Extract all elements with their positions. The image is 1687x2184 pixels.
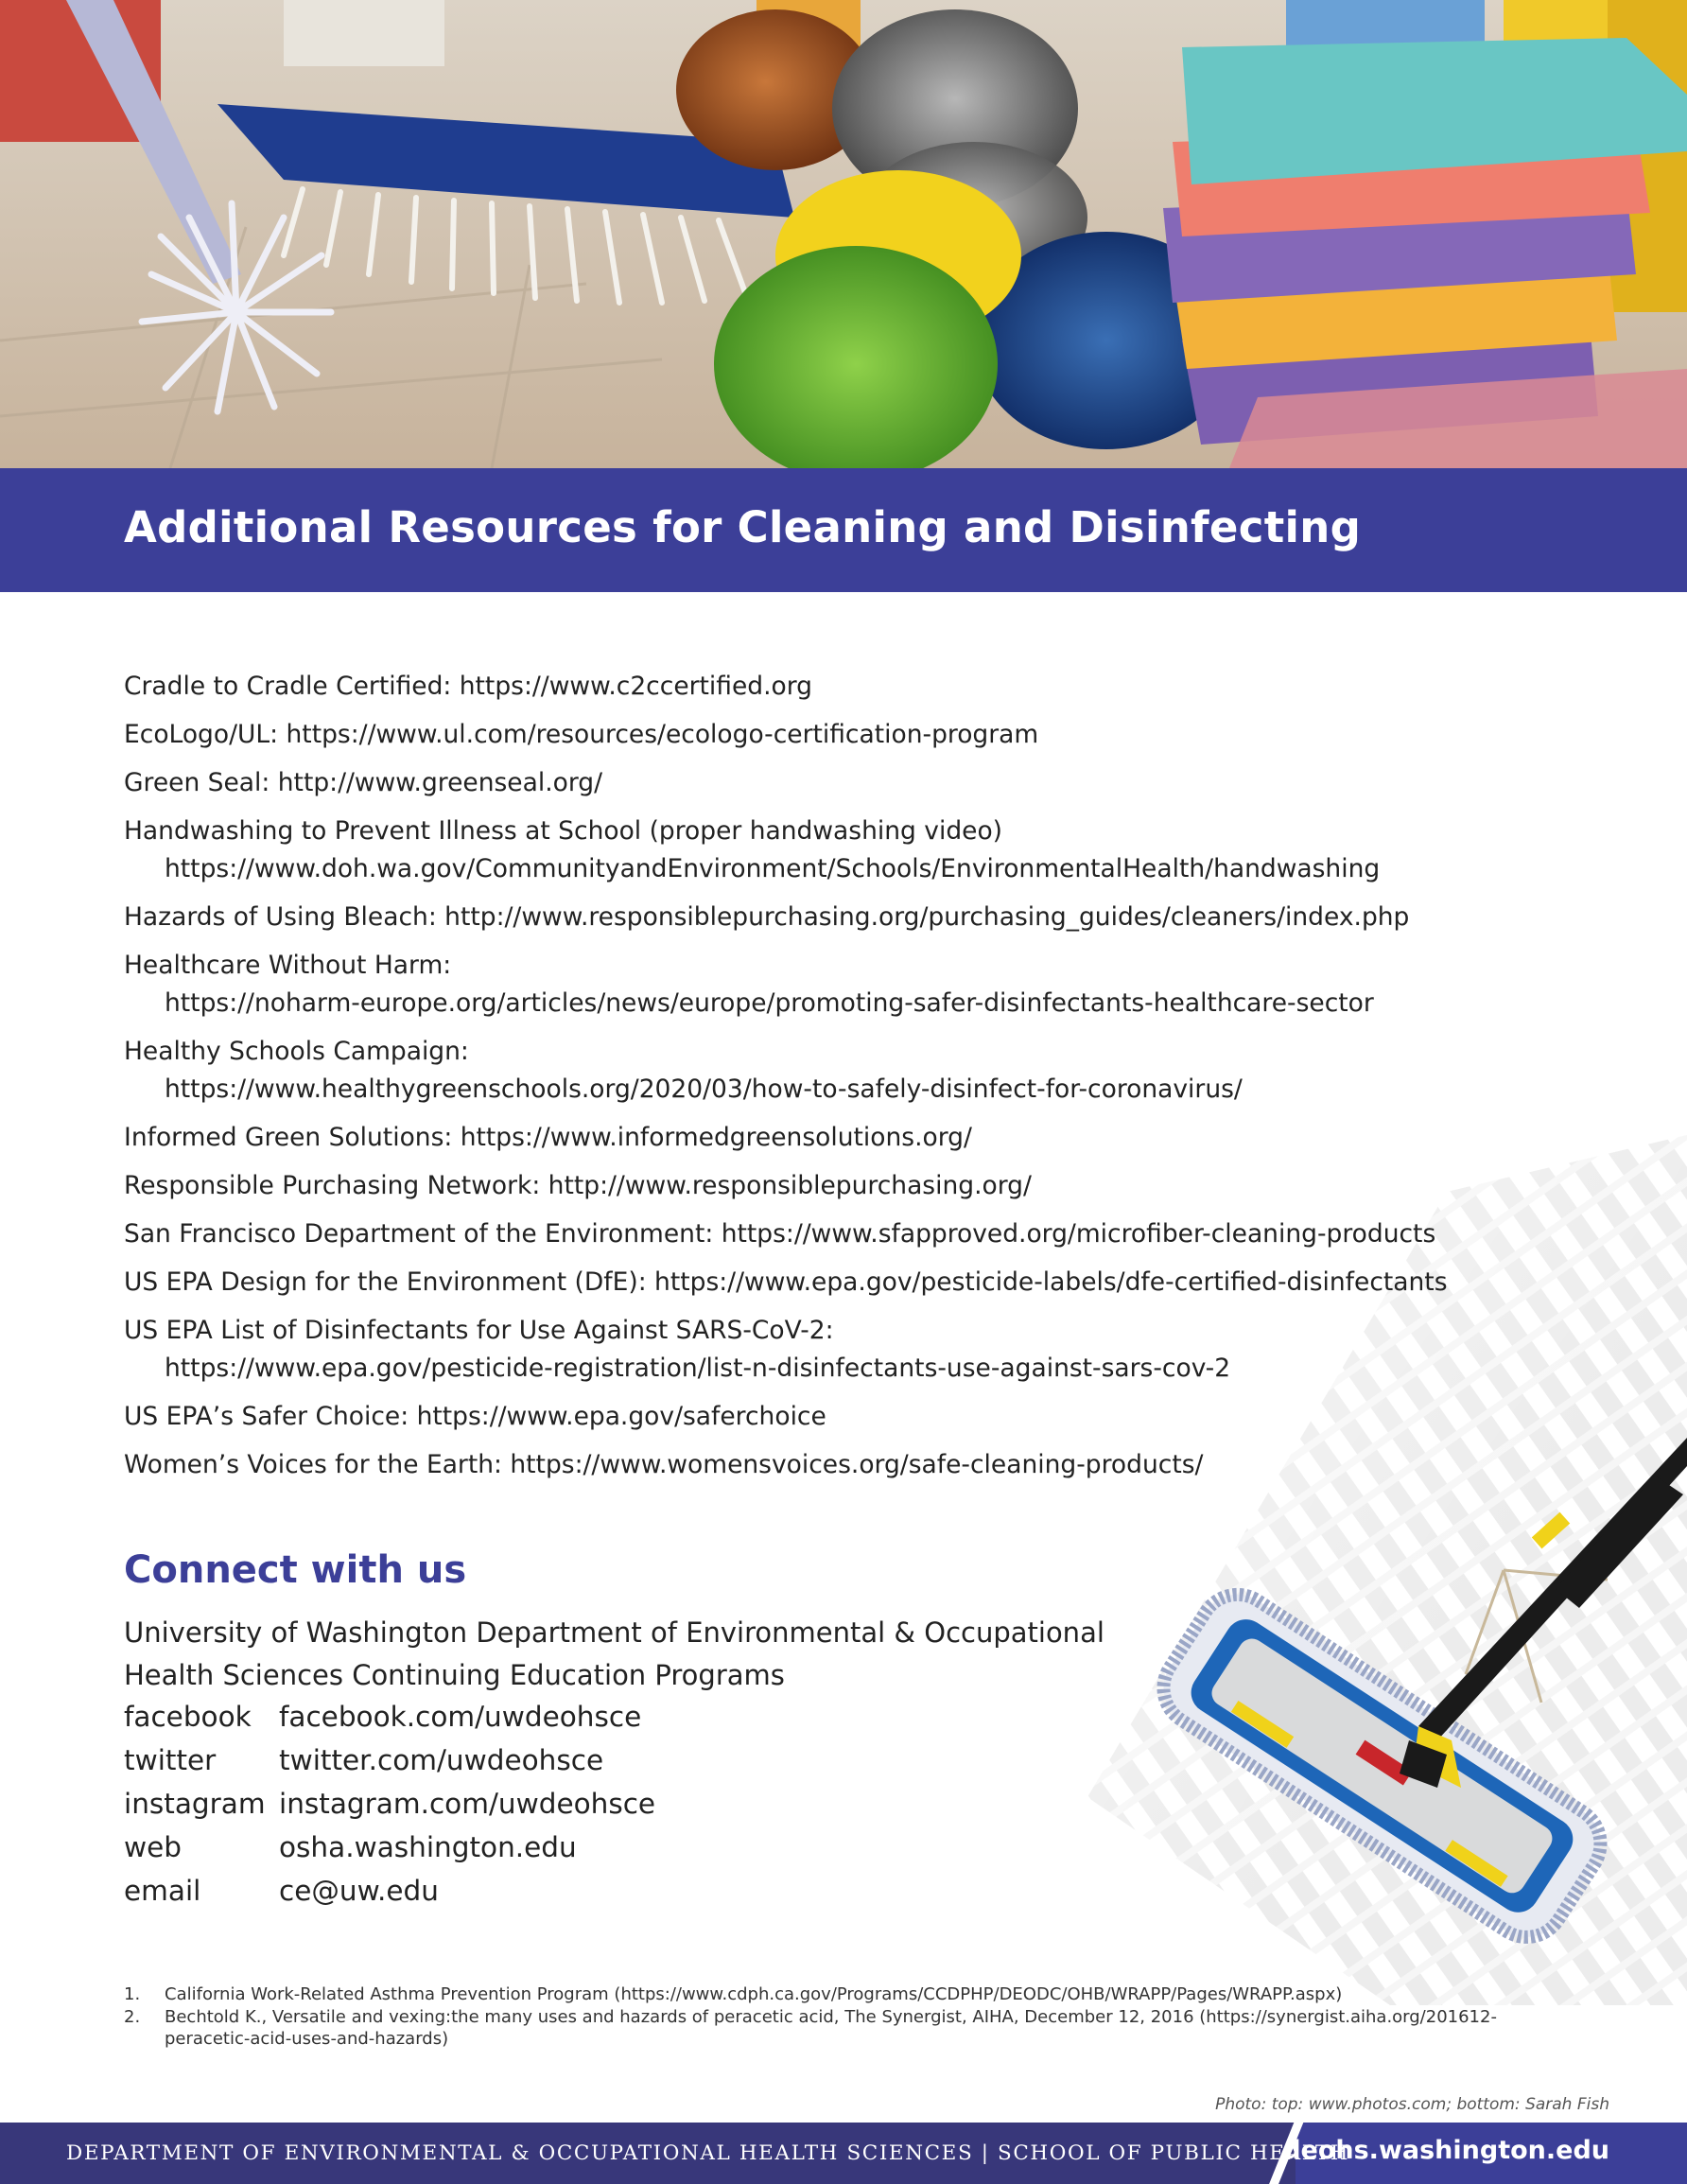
- resource-text[interactable]: US EPA’s Safer Choice: https://www.epa.gov/saferchoice: [124, 1402, 826, 1431]
- org-line: University of Washington Department of Environmental & Occupational: [124, 1616, 1104, 1649]
- contact-row-web: [124, 1826, 655, 1869]
- contact-link[interactable]: ce@uw.edu: [279, 1875, 439, 1907]
- list-item: [124, 764, 1495, 802]
- footnote-text: California Work-Related Asthma Prevention Program (https://www.cdph.ca.gov/Programs/CCDPHP/DEODC/OHB/WRAPP/Pages/WRAPP.aspx): [165, 1984, 1343, 2004]
- footnote: [124, 2006, 1561, 2050]
- list-item: [124, 1446, 1495, 1484]
- page-title: Additional Resources for Cleaning and Disinfecting: [124, 502, 1362, 552]
- list-item: [124, 1167, 1495, 1205]
- cleaning-supplies-illustration: [0, 0, 1687, 468]
- org-line: Health Sciences Continuing Education Programs: [124, 1659, 785, 1691]
- photo-credit: Photo: top: www.photos.com; bottom: Sarah Fish: [1215, 2095, 1609, 2114]
- footnote-number: 2.: [124, 2007, 141, 2027]
- resource-text: Handwashing to Prevent Illness at School (proper handwashing video): [124, 816, 1003, 846]
- organization-name: [124, 1612, 1117, 1697]
- resource-text[interactable]: Cradle to Cradle Certified: https://www.c2ccertified.org: [124, 672, 812, 701]
- footnote-number: 1.: [124, 1984, 141, 2004]
- contact-label: web: [124, 1831, 183, 1863]
- resource-text[interactable]: US EPA Design for the Environment (DfE): https://www.epa.gov/pesticide-labels/dfe-certified-disinfectants: [124, 1267, 1448, 1297]
- footnotes: [124, 1983, 1561, 2051]
- list-item: [124, 716, 1495, 754]
- contact-link[interactable]: twitter.com/uwdeohsce: [279, 1744, 604, 1776]
- contact-label: email: [124, 1875, 201, 1907]
- resource-text: US EPA List of Disinfectants for Use Against SARS-CoV-2:: [124, 1316, 834, 1345]
- contact-table: [124, 1695, 655, 1913]
- footer-bar: [0, 2123, 1687, 2184]
- contact-label: facebook: [124, 1701, 252, 1733]
- contact-row-facebook: [124, 1695, 655, 1738]
- footer-department: DEPARTMENT OF ENVIRONMENTAL & OCCUPATIONAL HEALTH SCIENCES | SCHOOL OF PUBLIC HEALTH: [66, 2141, 1350, 2165]
- list-item: [124, 1033, 1495, 1109]
- resource-url[interactable]: https://www.epa.gov/pesticide-registration/list-n-disinfectants-use-against-sars-cov-2: [165, 1354, 1231, 1383]
- contact-row-email: [124, 1869, 655, 1913]
- list-item: [124, 1398, 1495, 1436]
- resource-url[interactable]: https://www.healthygreenschools.org/2020/03/how-to-safely-disinfect-for-coronavirus/: [165, 1075, 1243, 1104]
- list-item: [124, 1264, 1495, 1302]
- footnote: [124, 1983, 1561, 2005]
- resource-text[interactable]: Hazards of Using Bleach: http://www.responsiblepurchasing.org/purchasing_guides/cleaners/index.php: [124, 902, 1410, 932]
- list-item: [124, 812, 1495, 888]
- resource-text[interactable]: Green Seal: http://www.greenseal.org/: [124, 768, 603, 797]
- contact-row-twitter: [124, 1738, 655, 1782]
- list-item: [124, 668, 1495, 706]
- title-band: [0, 468, 1687, 592]
- list-item: [124, 899, 1495, 936]
- contact-label: twitter: [124, 1744, 217, 1776]
- resource-text: Healthcare Without Harm:: [124, 951, 452, 980]
- resource-text[interactable]: Responsible Purchasing Network: http://www.responsiblepurchasing.org/: [124, 1171, 1032, 1200]
- connect-heading: Connect with us: [124, 1548, 467, 1592]
- contact-link[interactable]: instagram.com/uwdeohsce: [279, 1788, 656, 1820]
- resource-url[interactable]: https://noharm-europe.org/articles/news/europe/promoting-safer-disinfectants-healthcare-sector: [165, 988, 1374, 1018]
- contact-link[interactable]: facebook.com/uwdeohsce: [279, 1701, 642, 1733]
- resource-text[interactable]: Informed Green Solutions: https://www.informedgreensolutions.org/: [124, 1123, 972, 1152]
- resource-text[interactable]: EcoLogo/UL: https://www.ul.com/resources/ecologo-certification-program: [124, 720, 1039, 749]
- list-item: [124, 947, 1495, 1022]
- resource-text: Healthy Schools Campaign:: [124, 1037, 469, 1066]
- hero-photo: [0, 0, 1687, 468]
- resource-text[interactable]: Women’s Voices for the Earth: https://www.womensvoices.org/safe-cleaning-products/: [124, 1450, 1204, 1479]
- resource-text[interactable]: San Francisco Department of the Environment: https://www.sfapproved.org/microfiber-cleaning-products: [124, 1219, 1436, 1249]
- footer-website-link[interactable]: deohs.washington.edu: [1282, 2136, 1609, 2165]
- contact-label: instagram: [124, 1788, 266, 1820]
- list-item: [124, 1215, 1495, 1253]
- contact-link[interactable]: osha.washington.edu: [279, 1831, 577, 1863]
- resource-url[interactable]: https://www.doh.wa.gov/CommunityandEnvironment/Schools/EnvironmentalHealth/handwashing: [165, 854, 1381, 883]
- resources-list: [124, 668, 1495, 1494]
- contact-row-instagram: [124, 1782, 655, 1826]
- footnote-text: Bechtold K., Versatile and vexing:the many uses and hazards of peracetic acid, The Synergist, AIHA, December 12, 2016 (https://synergist.aiha.org/201612-peracetic-acid-uses-and-hazards): [165, 2007, 1497, 2049]
- list-item: [124, 1312, 1495, 1388]
- list-item: [124, 1119, 1495, 1157]
